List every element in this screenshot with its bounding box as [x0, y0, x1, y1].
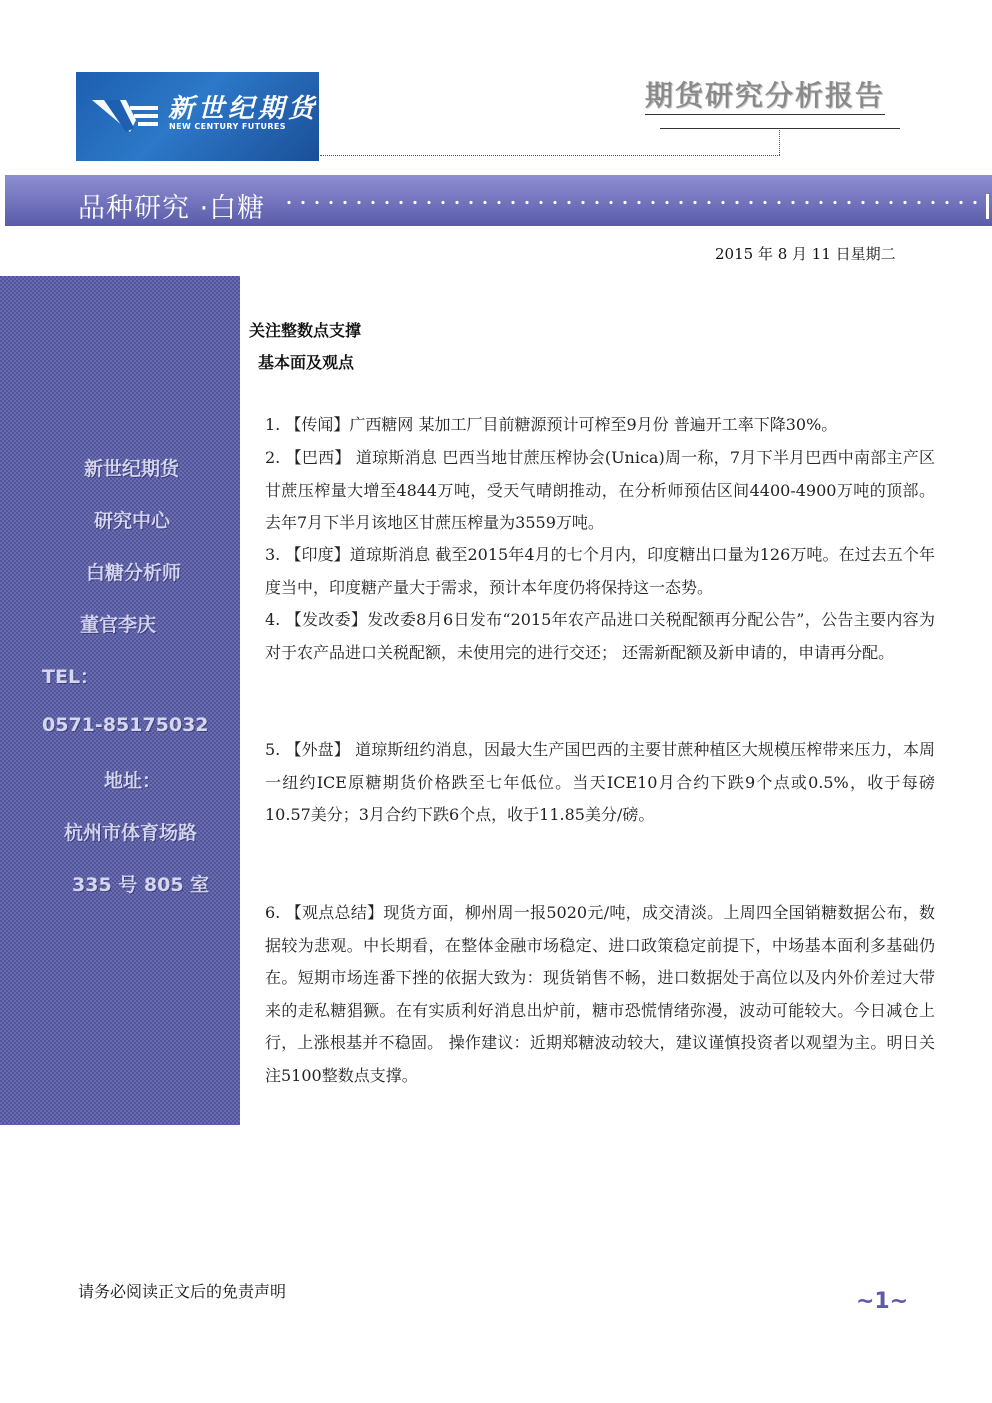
- band-dot-leader: [282, 200, 982, 205]
- report-date: 2015 年 8 月 11 日星期二: [715, 245, 896, 263]
- news-item: [265, 539, 935, 604]
- news-item-text: 6. 【观点总结】现货方面，柳州周一报5020元/吨，成交清淡。上周四全国销糖数据公布，数据较为悲观。中长期看，在整体金融市场稳定、进口政策稳定前提下，中场基本面利多基础仍在。短期市场连番下挫的依据大致为：现货销售不畅，进口数据处于高位以及内外价差过大带来的走私糖猖獗。在有实质利好消息出炉前，糖市恐慌情绪弥漫，波动可能较大。今日减仓上行，上涨根基并不稳固。 操作建议：近期郑糖波动较大，建议谨慎投资者以观望为主。明日关注5100整数点支撑。: [265, 903, 935, 1085]
- report-title: 期货研究分析报告: [645, 79, 886, 112]
- article-subheading: 基本面及观点: [258, 353, 355, 372]
- logo-chinese-text: 新世纪期货: [168, 94, 319, 124]
- news-item-text: 5. 【外盘】 道琼斯纽约消息，因最大生产国巴西的主要甘蔗种植区大规模压榨带来压力，本周一纽约ICE原糖期货价格跌至七年低位。当天ICE10月合约下跌9个点或0.5%，收于每磅10.57美分；3月合约下跌6个点，收于11.85美分/磅。: [265, 740, 935, 824]
- sidebar-analyst: 董官李庆: [80, 614, 157, 636]
- news-item: [265, 897, 935, 1092]
- dotted-divider: [320, 155, 780, 156]
- contact-sidebar: [0, 276, 240, 1125]
- news-item-text: 3. 【印度】道琼斯消息 截至2015年4月的七个月内，印度糖出口量为126万吨。在过去五个年度当中，印度糖产量大于需求，预计本年度仍将保持这一态势。: [265, 545, 935, 597]
- sidebar-address-label: 地址：: [104, 770, 162, 792]
- company-logo: [76, 72, 319, 161]
- logo-english-text: NEW CENTURY FUTURES: [169, 122, 286, 131]
- news-item-text: 1. 【传闻】广西糖网 某加工厂目前糖源预计可榨至9月份 普遍开工率下降30%。: [265, 415, 838, 434]
- news-item-text: 2. 【巴西】 道琼斯消息 巴西当地甘蔗压榨协会(Unica)周一称，7月下半月巴西中南部主产区甘蔗压榨量大增至4844万吨，受天气晴朗推动，在分析师预估区间4400-4900万吨的顶部。去年7月下半月该地区甘蔗压榨量为3559万吨。: [265, 448, 935, 532]
- news-item-text: 4. 【发改委】发改委8月6日发布“2015年农产品进口关税配额再分配公告”，公告主要内容为对于农产品进口关税配额，未使用完的进行交还； 还需新配额及新申请的，申请再分配。: [265, 610, 935, 662]
- sidebar-address-line1: 杭州市体育场路: [64, 822, 198, 844]
- band-end-marker: [986, 194, 989, 219]
- news-item: [265, 604, 935, 669]
- dotted-connector: [779, 130, 780, 155]
- section-title: 品种研究 ·白糖: [78, 193, 266, 224]
- logo-emblem-icon: [90, 94, 162, 138]
- title-underline-secondary: [660, 128, 900, 129]
- sidebar-tel-label: TEL：: [42, 666, 100, 688]
- title-underline: [645, 114, 885, 115]
- sidebar-role: 白糖分析师: [86, 562, 182, 584]
- sidebar-address-line2: 335 号 805 室: [72, 874, 210, 896]
- page-number: ~1~: [856, 1289, 909, 1314]
- news-item: [265, 442, 935, 540]
- sidebar-department: 研究中心: [94, 510, 171, 532]
- news-item: [265, 409, 935, 442]
- sidebar-tel-number: 0571-85175032: [42, 714, 209, 736]
- news-item: [265, 734, 935, 832]
- disclaimer-note: 请务必阅读正文后的免责声明: [78, 1282, 287, 1301]
- sidebar-company: 新世纪期货: [84, 458, 180, 480]
- article-heading: 关注整数点支撑: [249, 321, 362, 340]
